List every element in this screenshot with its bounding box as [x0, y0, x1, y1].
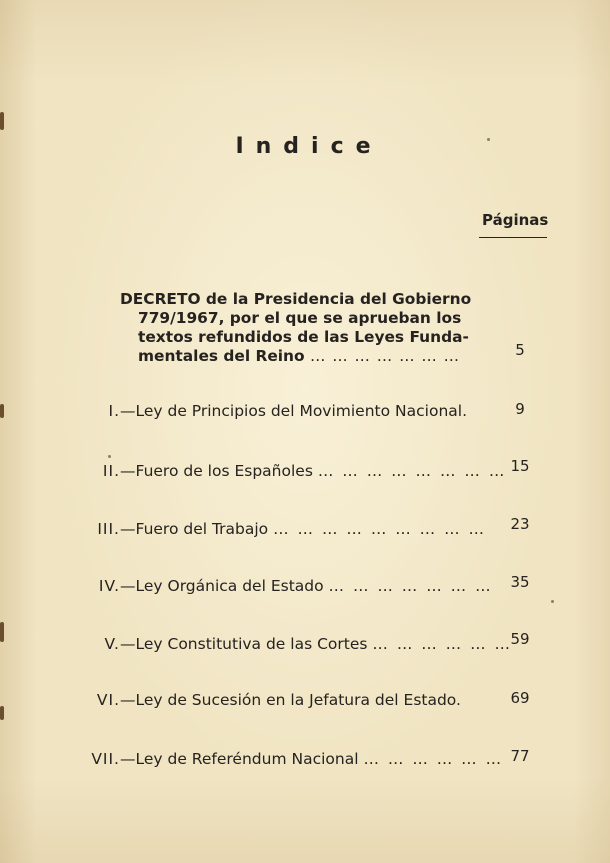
chapter-title: —Ley de Referéndum Nacional	[120, 750, 359, 768]
page-number: 15	[510, 457, 530, 475]
binding-mark	[0, 622, 4, 642]
chapter-number: VII.	[91, 750, 120, 768]
leader-dots: … … … … … … …	[328, 577, 493, 595]
chapter-title: —Ley Orgánica del Estado	[120, 577, 324, 595]
chapter-number: IV.	[98, 577, 120, 595]
page-title: Indice	[235, 134, 383, 159]
decreto-line: DECRETO de la Presidencia del Gobierno	[120, 290, 472, 308]
chapter-number: III.	[97, 520, 120, 538]
chapter-title: —Fuero de los Españoles	[120, 462, 313, 480]
leader-dots: … … … … … … … … …	[273, 520, 487, 538]
binding-mark	[0, 706, 4, 720]
binding-mark	[0, 112, 4, 130]
decreto-line: textos refundidos de las Leyes Funda-	[138, 328, 469, 346]
pages-column-header: Páginas	[482, 211, 549, 229]
paper-speck	[108, 455, 111, 458]
leader-dots: … … … … … …	[372, 635, 513, 653]
pages-header-rule	[479, 237, 547, 238]
toc-entry	[60, 402, 480, 420]
page-number: 77	[510, 747, 530, 765]
chapter-title: —Ley Constitutiva de las Cortes	[120, 635, 368, 653]
page-number: 5	[515, 341, 525, 359]
decreto-line: 779/1967, por el que se aprueban los	[138, 309, 462, 327]
page-number: 9	[515, 400, 525, 418]
toc-entry	[60, 577, 493, 595]
toc-entry	[60, 750, 504, 768]
chapter-title: —Ley de Principios del Movimiento Nacional.	[120, 402, 467, 420]
toc-entry	[60, 691, 480, 709]
toc-entry	[60, 635, 513, 653]
toc-entry	[60, 520, 487, 538]
binding-mark	[0, 404, 4, 418]
chapter-title: —Fuero del Trabajo	[120, 520, 269, 538]
decreto-line-text: mentales del Reino	[138, 347, 305, 365]
page-number: 59	[510, 630, 530, 648]
leader-dots: … … … … … … …	[309, 347, 461, 365]
leader-dots: … … … … … …	[363, 750, 504, 768]
page-number: 69	[510, 689, 530, 707]
decreto-line	[120, 347, 480, 366]
chapter-title: —Ley de Sucesión en la Jefatura del Estado.	[120, 691, 461, 709]
page-number: 23	[510, 515, 530, 533]
page-number: 35	[510, 573, 530, 591]
paper-speck	[551, 600, 554, 603]
leader-dots: … … … … … … … …	[317, 462, 507, 480]
toc-entry	[60, 462, 507, 480]
chapter-number: II.	[102, 462, 120, 480]
chapter-number: VI.	[96, 691, 120, 709]
decreto-entry	[120, 290, 480, 366]
chapter-number: V.	[104, 635, 120, 653]
chapter-number: I.	[108, 402, 120, 420]
